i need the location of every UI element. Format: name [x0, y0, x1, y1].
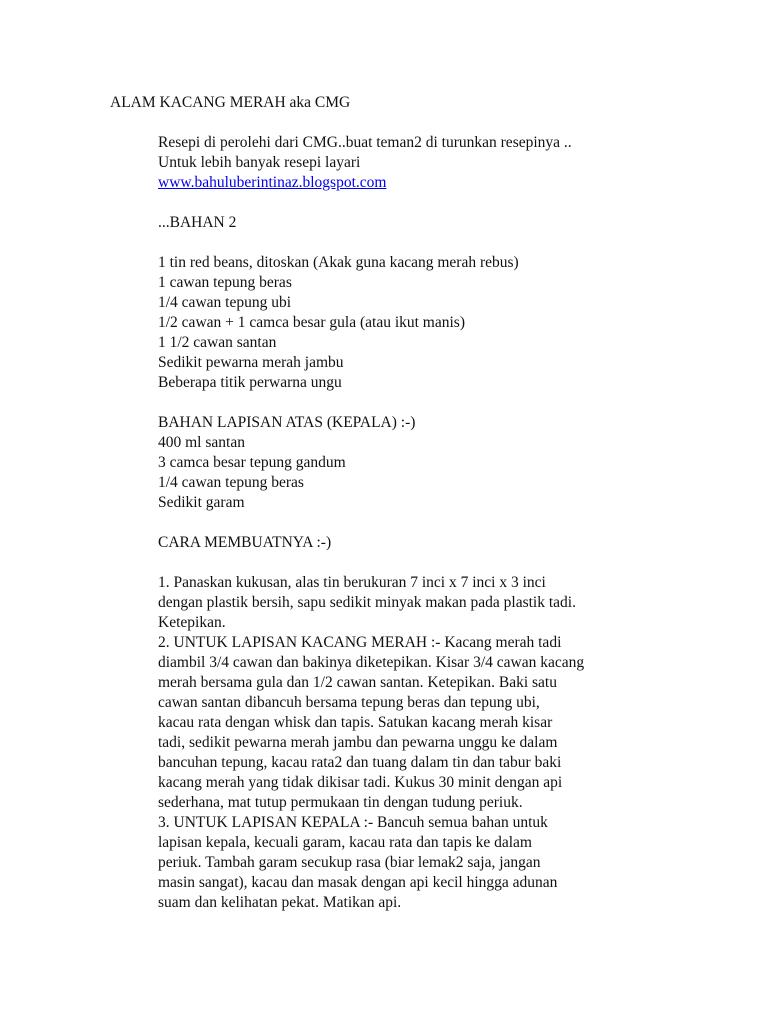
- step-line: 2. UNTUK LAPISAN KACANG MERAH :- Kacang merah tadi: [158, 634, 562, 651]
- cara-heading-section: [158, 533, 678, 553]
- step-line: diambil 3/4 cawan dan bakinya diketepikan. Kisar 3/4 cawan kacang: [158, 654, 585, 671]
- step-line: kacang merah yang tidak dikisar tadi. Kukus 30 minit dengan api: [158, 774, 563, 791]
- lapisan-heading: BAHAN LAPISAN ATAS (KEPALA) :-): [158, 414, 416, 431]
- ingredient-item: Beberapa titik perwarna ungu: [158, 374, 342, 391]
- step-line: merah bersama gula dan 1/2 cawan santan. Ketepikan. Baki satu: [158, 674, 557, 691]
- ingredient-item: Sedikit pewarna merah jambu: [158, 354, 344, 371]
- ingredient-item: 3 camca besar tepung gandum: [158, 454, 346, 471]
- step-line: dengan plastik bersih, sapu sedikit minyak makan pada plastik tadi.: [158, 594, 576, 611]
- step-line: 3. UNTUK LAPISAN KEPALA :- Bancuh semua bahan untuk: [158, 814, 548, 831]
- ingredient-item: 1 tin red beans, ditoskan (Akak guna kacang merah rebus): [158, 254, 519, 271]
- bahan-list: [158, 253, 678, 393]
- ingredient-item: 1 1/2 cawan santan: [158, 334, 277, 351]
- cara-heading: CARA MEMBUATNYA :-): [158, 534, 332, 551]
- document-title: ALAM KACANG MERAH aka CMG: [110, 94, 351, 111]
- intro-section: [158, 133, 678, 193]
- step-line: 1. Panaskan kukusan, alas tin berukuran 7 inci x 7 inci x 3 inci: [158, 574, 546, 591]
- ingredient-item: 1 cawan tepung beras: [158, 274, 292, 291]
- blog-link[interactable]: www.bahuluberintinaz.blogspot.com: [158, 174, 387, 191]
- ingredient-item: Sedikit garam: [158, 494, 245, 511]
- step-line: Ketepikan.: [158, 614, 226, 631]
- cara-steps: [158, 573, 678, 913]
- step-line: kacau rata dengan whisk dan tapis. Satukan kacang merah kisar: [158, 714, 553, 731]
- step-line: cawan santan dibancuh bersama tepung beras dan tepung ubi,: [158, 694, 540, 711]
- ingredient-item: 1/4 cawan tepung beras: [158, 474, 304, 491]
- step-line: lapisan kepala, kecuali garam, kacau rata dan tapis ke dalam: [158, 834, 532, 851]
- step-line: tadi, sedikit pewarna merah jambu dan pewarna unggu ke dalam: [158, 734, 558, 751]
- lapisan-section: [158, 413, 678, 513]
- bahan-heading-section: [158, 213, 678, 233]
- intro-line: Resepi di perolehi dari CMG..buat teman2 di turunkan resepinya ..: [158, 134, 572, 151]
- ingredient-item: 1/2 cawan + 1 camca besar gula (atau ikut manis): [158, 314, 465, 331]
- ingredient-item: 400 ml santan: [158, 434, 245, 451]
- step-line: bancuhan tepung, kacau rata2 dan tuang dalam tin dan tabur baki: [158, 754, 562, 771]
- step-line: masin sangat), kacau dan masak dengan api kecil hingga adunan: [158, 874, 558, 891]
- ingredient-item: 1/4 cawan tepung ubi: [158, 294, 292, 311]
- intro-line: Untuk lebih banyak resepi layari: [158, 154, 361, 171]
- step-line: periuk. Tambah garam secukup rasa (biar lemak2 saja, jangan: [158, 854, 541, 871]
- step-line: sederhana, mat tutup permukaan tin dengan tudung periuk.: [158, 794, 523, 811]
- bahan-heading: ...BAHAN 2: [158, 214, 237, 231]
- step-line: suam dan kelihatan pekat. Matikan api.: [158, 894, 402, 911]
